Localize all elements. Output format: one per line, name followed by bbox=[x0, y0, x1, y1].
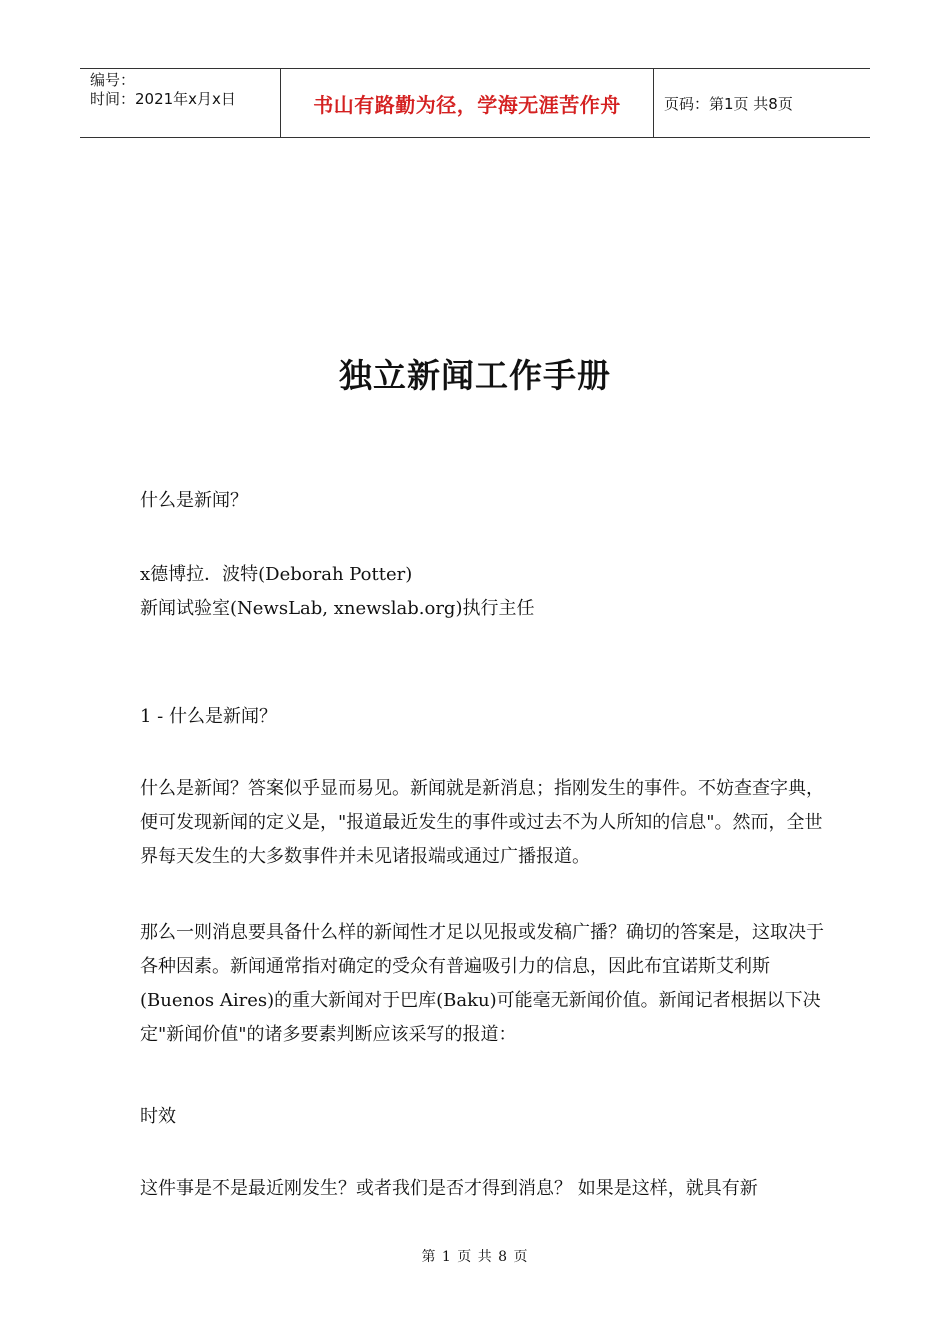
date-label: 时间：2021年x月x日 bbox=[90, 90, 236, 108]
author: x德博拉．波特(Deborah Potter) bbox=[140, 564, 413, 585]
document-title: 独立新闻工作手册 bbox=[339, 356, 611, 395]
author-role: 新闻试验室(NewsLab, xnewslab.org)执行主任 bbox=[140, 598, 535, 619]
page-footer: 第 1 页 共 8 页 bbox=[421, 1249, 529, 1265]
subtitle: 什么是新闻？ bbox=[140, 490, 248, 511]
number-label: 编号： bbox=[90, 71, 136, 89]
header-meta bbox=[80, 69, 281, 137]
header-page-info-cell bbox=[654, 69, 870, 137]
section-heading: 1 - 什么是新闻？ bbox=[140, 706, 277, 727]
page-header bbox=[80, 68, 870, 138]
header-motto-cell bbox=[281, 69, 654, 137]
header-page-info: 页码：第1页 共8页 bbox=[664, 94, 793, 113]
subheading-timeliness: 时效 bbox=[140, 1106, 176, 1127]
header-motto: 书山有路勤为径，学海无涯苦作舟 bbox=[313, 92, 621, 117]
body-paragraph-2: 那么一则消息要具备什么样的新闻性才足以见报或发稿广播？确切的答案是，这取决于各种因素。新闻通常指对确定的受众有普遍吸引力的信息，因此布宜诺斯艾利斯(Buenos Aires)的重大新闻对于巴库(Baku)可能毫无新闻价值。新闻记者根据以下决定"新闻价值"的诸多要素判断应该采写的报道： bbox=[140, 922, 824, 1045]
body-paragraph-3: 这件事是不是最近刚发生？或者我们是否才得到消息？ 如果是这样，就具有新 bbox=[140, 1178, 758, 1199]
body-paragraph-1: 什么是新闻？答案似乎显而易见。新闻就是新消息；指刚发生的事件。不妨查查字典，便可发现新闻的定义是，"报道最近发生的事件或过去不为人所知的信息"。然而，全世界每天发生的大多数事件并未见诸报端或通过广播报道。 bbox=[140, 778, 824, 867]
